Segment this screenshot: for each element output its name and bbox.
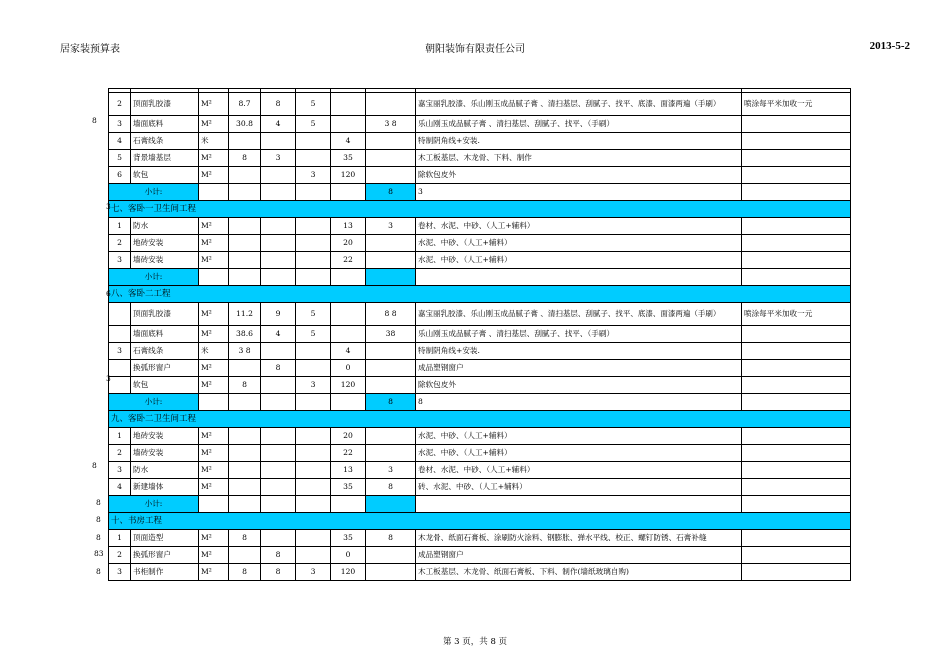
cell-qty: 3 8: [229, 343, 261, 360]
cell-labor: 22: [331, 445, 366, 462]
subtotal-cell: [296, 269, 331, 286]
cell-description: 乐山刚玉成品腻子膏 、清扫基层、刮腻子、找平、（手刷）: [416, 326, 742, 343]
cell-remark: [742, 326, 851, 343]
cell-unit: M²: [199, 530, 229, 547]
cell-remark: [742, 252, 851, 269]
cell-total: 3 8: [366, 116, 416, 133]
subtotal-total-cell: [366, 496, 416, 513]
cell-material: [261, 252, 296, 269]
cell-unit: M²: [199, 303, 229, 326]
section-header-row: [109, 513, 851, 530]
cell-qty: [229, 462, 261, 479]
cell-description: 木龙骨、纸面石膏板、涂刷防火涂料、钢膨胀、弹水平线、校正、螺钉防锈、石膏补缝: [416, 530, 742, 547]
cell-material: [261, 133, 296, 150]
cell-item: 背景墙基层: [131, 150, 199, 167]
cell-material: 8: [261, 564, 296, 581]
margin-mark: 8: [96, 498, 101, 507]
cell-index: [109, 360, 131, 377]
table-row: [109, 150, 851, 167]
page-footer: 第 3 页，共 8 页: [442, 637, 508, 647]
cell-unit: 米: [199, 133, 229, 150]
cell-unit: M²: [199, 167, 229, 184]
cell-aux: [296, 530, 331, 547]
table-row: [109, 547, 851, 564]
cell-total: 38: [366, 326, 416, 343]
cell-remark: [742, 150, 851, 167]
cell-total: [366, 235, 416, 252]
cell-labor: [331, 116, 366, 133]
cell-index: 1: [109, 530, 131, 547]
cell-labor: 35: [331, 530, 366, 547]
cell-aux: 5: [296, 303, 331, 326]
subtotal-cell: 3: [416, 184, 742, 201]
cell-labor: 120: [331, 167, 366, 184]
cell-description: 卷材、水泥、中砂、（人工+辅料）: [416, 462, 742, 479]
cell-index: 2: [109, 445, 131, 462]
cell-remark: [742, 547, 851, 564]
margin-mark: 3: [106, 202, 111, 211]
subtotal-label: 小计:: [109, 394, 199, 411]
cell-item: 换弧形窗户: [131, 547, 199, 564]
cell-labor: 22: [331, 252, 366, 269]
cell-material: 8: [261, 360, 296, 377]
cell-remark: [742, 479, 851, 496]
cell-qty: 8: [229, 564, 261, 581]
table-row: [109, 252, 851, 269]
cell-remark: [742, 445, 851, 462]
cell-item: 地砖安装: [131, 428, 199, 445]
cell-item: 换弧形窗户: [131, 360, 199, 377]
cell-aux: 5: [296, 116, 331, 133]
subtotal-cell: [416, 269, 742, 286]
cell-description: 水泥、中砂、（人工+辅料）: [416, 445, 742, 462]
margin-mark: 83: [94, 549, 104, 558]
cell-unit: M²: [199, 445, 229, 462]
cell-index: [109, 377, 131, 394]
cell-labor: 20: [331, 428, 366, 445]
cell-unit: M²: [199, 150, 229, 167]
cell-item: 新建墙体: [131, 479, 199, 496]
cell-total: 8: [366, 479, 416, 496]
cell-labor: 120: [331, 564, 366, 581]
cell-unit: M²: [199, 547, 229, 564]
cell-aux: [296, 428, 331, 445]
subtotal-total-cell: 8: [366, 394, 416, 411]
margin-mark: 6: [106, 289, 111, 298]
cell-index: [109, 303, 131, 326]
cell-labor: [331, 303, 366, 326]
cell-labor: 4: [331, 343, 366, 360]
cell-material: [261, 343, 296, 360]
cell-item: 顶面造型: [131, 530, 199, 547]
cell-index: 2: [109, 547, 131, 564]
cell-description: 水泥、中砂、（人工+辅料）: [416, 252, 742, 269]
margin-mark: 8: [96, 567, 101, 576]
cell-qty: [229, 252, 261, 269]
cell-item: 墙砖安装: [131, 445, 199, 462]
cell-aux: 3: [296, 564, 331, 581]
cell-remark: [742, 235, 851, 252]
cell-description: 特制阴角线+安装.: [416, 343, 742, 360]
cell-index: 3: [109, 343, 131, 360]
cell-unit: M²: [199, 377, 229, 394]
cell-item: 墙面底料: [131, 326, 199, 343]
subtotal-cell: [199, 269, 229, 286]
cell-unit: 米: [199, 343, 229, 360]
cell-qty: 8: [229, 150, 261, 167]
cell-index: 3: [109, 116, 131, 133]
budget-table: [108, 88, 851, 581]
subtotal-total-cell: 8: [366, 184, 416, 201]
cell-total: [366, 167, 416, 184]
cell-qty: [229, 428, 261, 445]
header-date: 2013-5-2: [869, 40, 910, 52]
cell-total: [366, 133, 416, 150]
subtotal-row: [109, 184, 851, 201]
cell-total: 3: [366, 218, 416, 235]
cell-description: 乐山刚玉成品腻子膏 、清扫基层、刮腻子、找平、（手刷）: [416, 116, 742, 133]
cell-total: [366, 377, 416, 394]
cell-total: 8: [366, 530, 416, 547]
subtotal-cell: [229, 184, 261, 201]
cell-material: 8: [261, 547, 296, 564]
cell-qty: 8: [229, 377, 261, 394]
cell-item: 防水: [131, 218, 199, 235]
cell-total: 8 8: [366, 303, 416, 326]
cell-description: 卷材、水泥、中砂、（人工+辅料）: [416, 218, 742, 235]
cell-unit: M²: [199, 218, 229, 235]
cell-item: 墙面底料: [131, 116, 199, 133]
cell-unit: M²: [199, 252, 229, 269]
cell-description: 除软包皮外: [416, 377, 742, 394]
cell-material: [261, 167, 296, 184]
cell-item: 顶面乳胶漆: [131, 93, 199, 116]
cell-total: [366, 93, 416, 116]
cell-material: [261, 530, 296, 547]
table-row: [109, 326, 851, 343]
cell-aux: 5: [296, 93, 331, 116]
cell-labor: 0: [331, 547, 366, 564]
table-row: [109, 167, 851, 184]
cell-description: 木工板基层、木龙骨、纸面石膏板、下料、制作(墙纸玻璃自购): [416, 564, 742, 581]
cell-item: 书柜制作: [131, 564, 199, 581]
section-title: 七、客卧一卫生间工程: [109, 201, 851, 218]
table-row: [109, 530, 851, 547]
cell-material: [261, 445, 296, 462]
margin-mark: 8: [92, 461, 97, 470]
cell-material: [261, 428, 296, 445]
cell-aux: [296, 235, 331, 252]
cell-labor: 35: [331, 479, 366, 496]
table-row: [109, 93, 851, 116]
cell-item: 防水: [131, 462, 199, 479]
cell-labor: [331, 326, 366, 343]
cell-aux: [296, 547, 331, 564]
cell-labor: 4: [331, 133, 366, 150]
cell-aux: [296, 150, 331, 167]
subtotal-cell: [296, 394, 331, 411]
header-title: 居家装预算表: [60, 44, 120, 55]
cell-qty: [229, 235, 261, 252]
cell-remark: [742, 360, 851, 377]
subtotal-label: 小计:: [109, 269, 199, 286]
cell-index: 2: [109, 93, 131, 116]
cell-material: [261, 462, 296, 479]
cell-remark: [742, 564, 851, 581]
subtotal-cell: [261, 496, 296, 513]
cell-unit: M²: [199, 564, 229, 581]
cell-unit: M²: [199, 360, 229, 377]
subtotal-cell: [742, 394, 851, 411]
cell-remark: 喷涂每平米加收一元: [742, 303, 851, 326]
table-row: [109, 377, 851, 394]
cell-material: [261, 377, 296, 394]
cell-material: 9: [261, 303, 296, 326]
cell-aux: 3: [296, 377, 331, 394]
cell-description: 特制阴角线+安装.: [416, 133, 742, 150]
cell-labor: 13: [331, 462, 366, 479]
cell-total: [366, 445, 416, 462]
subtotal-cell: [296, 184, 331, 201]
section-header-row: [109, 286, 851, 303]
cell-aux: 3: [296, 167, 331, 184]
cell-remark: 喷涂每平米加收一元: [742, 93, 851, 116]
subtotal-cell: [331, 184, 366, 201]
cell-item: 地砖安装: [131, 235, 199, 252]
cell-description: 砖、水泥、中砂、（人工+辅料）: [416, 479, 742, 496]
cell-material: 3: [261, 150, 296, 167]
cell-total: [366, 360, 416, 377]
table-row: [109, 235, 851, 252]
cell-qty: 11.2: [229, 303, 261, 326]
cell-material: [261, 479, 296, 496]
cell-qty: [229, 445, 261, 462]
cell-index: [109, 326, 131, 343]
subtotal-cell: [199, 394, 229, 411]
cell-unit: M²: [199, 116, 229, 133]
cell-labor: 120: [331, 377, 366, 394]
cell-item: 顶面乳胶漆: [131, 303, 199, 326]
section-header-row: [109, 411, 851, 428]
cell-index: 1: [109, 428, 131, 445]
cell-qty: [229, 218, 261, 235]
cell-unit: M²: [199, 428, 229, 445]
cell-index: 3: [109, 252, 131, 269]
cell-index: 1: [109, 218, 131, 235]
subtotal-row: [109, 394, 851, 411]
cell-qty: 30.8: [229, 116, 261, 133]
table-row: [109, 116, 851, 133]
cell-description: 水泥、中砂、（人工+辅料）: [416, 428, 742, 445]
margin-mark: 8: [96, 533, 101, 542]
cell-description: 嘉宝丽乳胶漆、乐山刚玉成品腻子膏 、清扫基层、刮腻子、找平、底漆、面漆两遍（手刷）: [416, 303, 742, 326]
table-row: [109, 462, 851, 479]
table-row: [109, 360, 851, 377]
section-title: 十、书房工程: [109, 513, 851, 530]
section-title: 九、客卧二卫生间工程: [109, 411, 851, 428]
cell-unit: M²: [199, 235, 229, 252]
section-title: 八、客卧二工程: [109, 286, 851, 303]
subtotal-cell: [742, 184, 851, 201]
cell-index: 3: [109, 462, 131, 479]
cell-total: [366, 564, 416, 581]
subtotal-cell: [261, 184, 296, 201]
subtotal-cell: 8: [416, 394, 742, 411]
cell-material: 8: [261, 93, 296, 116]
cell-index: 2: [109, 235, 131, 252]
cell-qty: [229, 479, 261, 496]
table-row: [109, 428, 851, 445]
subtotal-cell: [229, 394, 261, 411]
cell-unit: M²: [199, 462, 229, 479]
cell-qty: 38.6: [229, 326, 261, 343]
table-row: [109, 445, 851, 462]
cell-index: 5: [109, 150, 131, 167]
cell-aux: [296, 133, 331, 150]
cell-index: 3: [109, 564, 131, 581]
cell-total: [366, 428, 416, 445]
cell-material: [261, 235, 296, 252]
header-company: 朝阳装饰有限责任公司: [425, 44, 525, 55]
cell-unit: M²: [199, 479, 229, 496]
cell-qty: [229, 167, 261, 184]
subtotal-cell: [331, 269, 366, 286]
cell-remark: [742, 218, 851, 235]
cell-aux: [296, 343, 331, 360]
cell-qty: [229, 547, 261, 564]
cell-remark: [742, 343, 851, 360]
cell-description: 成品塑钢窗户: [416, 360, 742, 377]
cell-remark: [742, 428, 851, 445]
cell-total: 3: [366, 462, 416, 479]
cell-description: 成品塑钢窗户: [416, 547, 742, 564]
cell-total: [366, 343, 416, 360]
cell-total: [366, 150, 416, 167]
margin-mark: 8: [96, 515, 101, 524]
cell-total: [366, 252, 416, 269]
cell-remark: [742, 530, 851, 547]
subtotal-total-cell: [366, 269, 416, 286]
cell-total: [366, 547, 416, 564]
cell-remark: [742, 133, 851, 150]
cell-item: 石膏线条: [131, 343, 199, 360]
cell-aux: [296, 479, 331, 496]
table-row: [109, 303, 851, 326]
cell-unit: M²: [199, 326, 229, 343]
subtotal-row: [109, 496, 851, 513]
cell-index: 4: [109, 479, 131, 496]
cell-aux: [296, 218, 331, 235]
subtotal-cell: [331, 394, 366, 411]
subtotal-label: 小计:: [109, 184, 199, 201]
cell-material: 4: [261, 116, 296, 133]
subtotal-cell: [416, 496, 742, 513]
subtotal-cell: [742, 269, 851, 286]
table-row: [109, 343, 851, 360]
subtotal-row: [109, 269, 851, 286]
table-row: [109, 218, 851, 235]
cell-remark: [742, 116, 851, 133]
cell-unit: M²: [199, 93, 229, 116]
cell-description: 水泥、中砂、（人工+辅料）: [416, 235, 742, 252]
subtotal-label: 小计:: [109, 496, 199, 513]
cell-description: 嘉宝丽乳胶漆、乐山刚玉成品腻子膏 、清扫基层、刮腻子、找平、底漆、面漆两遍（手刷）: [416, 93, 742, 116]
subtotal-cell: [199, 496, 229, 513]
subtotal-cell: [229, 269, 261, 286]
cell-index: 4: [109, 133, 131, 150]
cell-remark: [742, 167, 851, 184]
cell-qty: [229, 133, 261, 150]
margin-mark: 3: [106, 374, 111, 383]
subtotal-cell: [742, 496, 851, 513]
table-row: [109, 564, 851, 581]
subtotal-cell: [199, 184, 229, 201]
cell-item: 软包: [131, 167, 199, 184]
subtotal-cell: [261, 394, 296, 411]
cell-item: 墙砖安装: [131, 252, 199, 269]
cell-aux: [296, 252, 331, 269]
cell-material: [261, 218, 296, 235]
cell-labor: 0: [331, 360, 366, 377]
table-row: [109, 133, 851, 150]
cell-remark: [742, 462, 851, 479]
cell-labor: [331, 93, 366, 116]
cell-aux: 5: [296, 326, 331, 343]
subtotal-cell: [261, 269, 296, 286]
margin-mark: 8: [92, 116, 97, 125]
cell-item: 石膏线条: [131, 133, 199, 150]
cell-aux: [296, 445, 331, 462]
subtotal-cell: [296, 496, 331, 513]
cell-qty: 8.7: [229, 93, 261, 116]
cell-remark: [742, 377, 851, 394]
cell-item: 软包: [131, 377, 199, 394]
cell-aux: [296, 360, 331, 377]
cell-labor: 35: [331, 150, 366, 167]
cell-description: 除软包皮外: [416, 167, 742, 184]
cell-description: 木工板基层、木龙骨、下料、制作: [416, 150, 742, 167]
table-row: [109, 479, 851, 496]
cell-aux: [296, 462, 331, 479]
subtotal-cell: [331, 496, 366, 513]
cell-qty: [229, 360, 261, 377]
cell-labor: 20: [331, 235, 366, 252]
cell-labor: 13: [331, 218, 366, 235]
cell-qty: 8: [229, 530, 261, 547]
section-header-row: [109, 201, 851, 218]
subtotal-cell: [229, 496, 261, 513]
cell-index: 6: [109, 167, 131, 184]
cell-material: 4: [261, 326, 296, 343]
